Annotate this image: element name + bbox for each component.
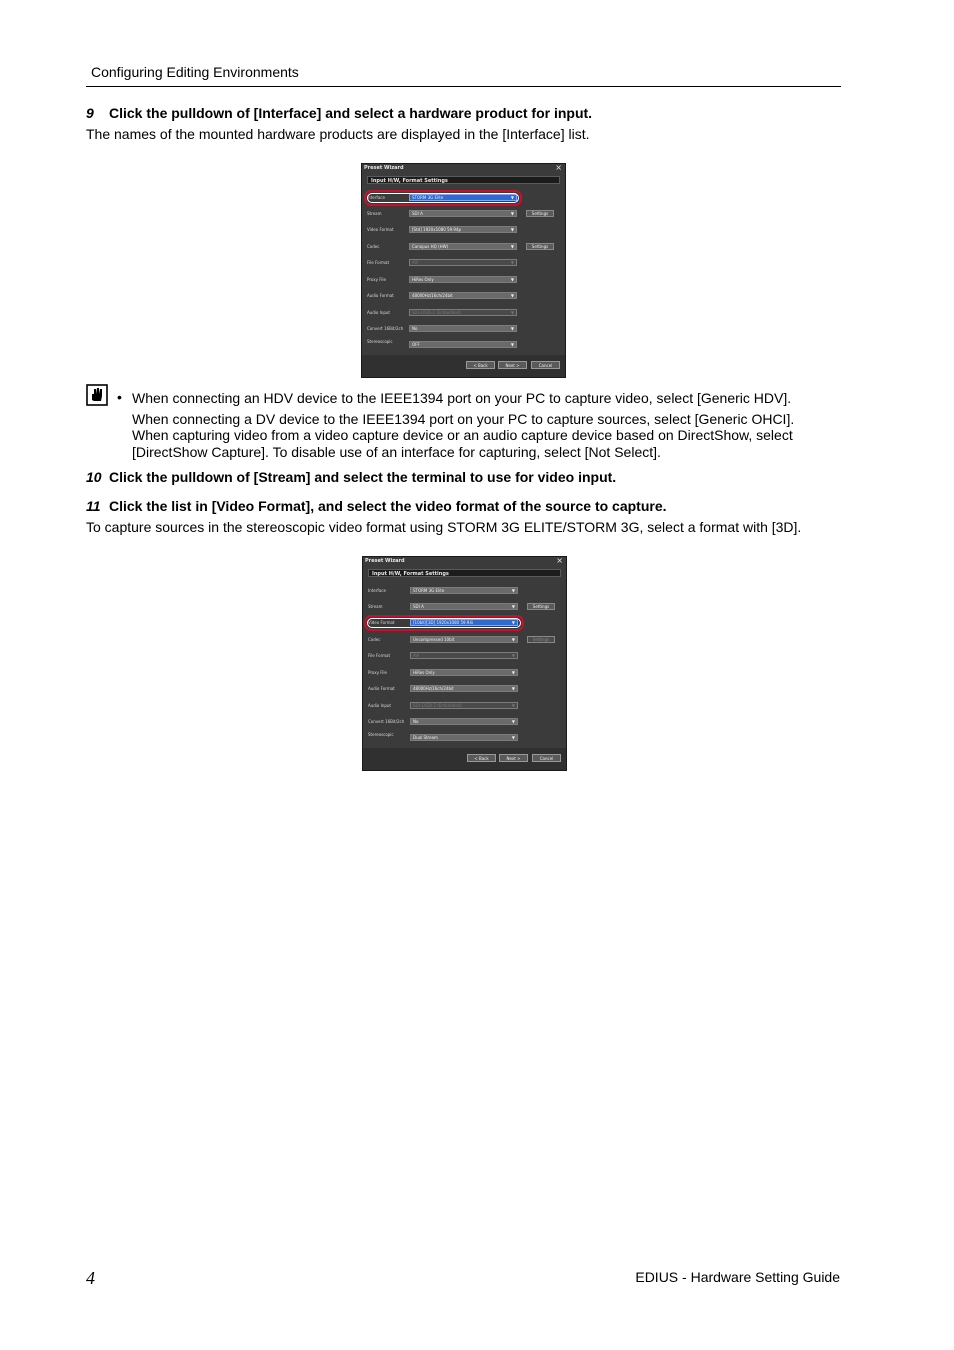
note-text: When connecting an HDV device to the IEEE1394 port on your PC to capture video, select [Generic HDV]. When connecting a DV device to the IEEE1394 port on your PC to capture sources, select [Generic OHCI]. When capturing video from a video capture device or an audio capture device based on DirectShow, select [DirectShow Capture]. To disable use of an interface for capturing, select [Not Select]. [132, 390, 795, 460]
step-number: 9 [86, 105, 94, 121]
step-number: 10 [86, 469, 102, 485]
stereoscopic-select[interactable]: OFF ▼ [409, 341, 517, 348]
note-bullet: • [117, 389, 122, 405]
row-audio-format: Audio Format 48000Hz/16ch/24bit ▼ [367, 292, 562, 300]
row-convert: Convert 16Bit/2ch No ▼ [368, 718, 563, 726]
next-button[interactable]: Next > [498, 361, 527, 369]
row-file-format: File Format AVI ▼ [368, 652, 563, 660]
chevron-down-icon: ▼ [511, 686, 515, 691]
header-divider [86, 86, 841, 87]
codec-select[interactable]: Uncompressed 10bit ▼ [410, 636, 518, 643]
back-button[interactable]: < Back [467, 754, 496, 762]
row-codec: Codec Canopus HQ (HW) ▼ Settings [367, 243, 562, 251]
chevron-down-icon: ▼ [511, 604, 515, 609]
cancel-button[interactable]: Cancel [531, 361, 560, 369]
row-stream: Stream SDI A ▼ Settings [367, 210, 562, 218]
close-icon[interactable]: × [556, 556, 563, 565]
row-video-format: Video Format [Std] 1920x1080 59.94p ▼ [367, 226, 562, 234]
row-audio-format: Audio Format 48000Hz/16ch/24bit ▼ [368, 685, 563, 693]
preset-wizard-screenshot-1 [361, 163, 566, 378]
next-button[interactable]: Next > [499, 754, 528, 762]
note-hand-icon [86, 384, 108, 406]
section-header: Input H/W, Format Settings [368, 569, 561, 577]
highlight-video-format [364, 615, 524, 631]
convert-select[interactable]: No ▼ [410, 718, 518, 725]
back-button[interactable]: < Back [466, 361, 495, 369]
chevron-down-icon: ▼ [510, 195, 514, 200]
preset-wizard-screenshot-2 [362, 556, 567, 771]
codec-settings-button[interactable]: Settings [527, 636, 555, 643]
section-header: Input H/W, Format Settings [367, 176, 560, 184]
file-format-select[interactable]: AVI ▼ [409, 259, 517, 266]
row-interface: Interface STORM 3G Elite ▼ [368, 587, 563, 595]
chevron-down-icon: ▼ [510, 227, 514, 232]
chevron-down-icon: ▼ [511, 637, 515, 642]
convert-select[interactable]: No ▼ [409, 325, 517, 332]
step-number: 11 [86, 498, 101, 514]
chevron-down-icon: ▼ [511, 588, 515, 593]
proxy-file-select[interactable]: HiRes Only ▼ [410, 669, 518, 676]
row-stereoscopic: Stereoscopic OFF ▼ [367, 341, 562, 349]
paragraph-interface-list: The names of the mounted hardware products are displayed in the [Interface] list. [86, 126, 590, 142]
video-format-select[interactable]: [10bit][3D] 1920x1080 59.94i ▼ [410, 619, 518, 626]
chevron-down-icon: ▼ [511, 719, 515, 724]
running-header: Configuring Editing Environments [91, 64, 299, 80]
chevron-down-icon: ▼ [510, 260, 514, 265]
row-audio-input: Audio Input SDI-1/SDI-2 (Embedded) ▼ [368, 702, 563, 710]
codec-settings-button[interactable]: Settings [526, 243, 554, 250]
stream-select[interactable]: SDI A ▼ [409, 210, 517, 217]
dialog-title: Preset Wizard [365, 558, 405, 564]
footer-doc-title: EDIUS - Hardware Setting Guide [635, 1269, 840, 1285]
codec-select[interactable]: Canopus HQ (HW) ▼ [409, 243, 517, 250]
row-proxy-file: Proxy File HiRes Only ▼ [368, 669, 563, 677]
step-text: Click the pulldown of [Interface] and select a hardware product for input. [109, 105, 593, 121]
row-proxy-file: Proxy File HiRes Only ▼ [367, 276, 562, 284]
step-text: Click the pulldown of [Stream] and select the terminal to use for video input. [109, 469, 617, 485]
row-audio-input: Audio Input SDI-1/SDI-2 (Embedded) ▼ [367, 309, 562, 317]
row-stereoscopic: Stereoscopic Dual Stream ▼ [368, 734, 563, 742]
step-10 [86, 469, 616, 485]
interface-select[interactable]: STORM 3G Elite ▼ [410, 587, 518, 594]
row-convert: Convert 16Bit/2ch No ▼ [367, 325, 562, 333]
row-video-format: Video Format [10bit][3D] 1920x1080 59.94i ▼ [368, 619, 563, 627]
chevron-down-icon: ▼ [511, 620, 515, 625]
step-11 [86, 498, 667, 514]
chevron-down-icon: ▼ [511, 653, 515, 658]
video-format-select[interactable]: [Std] 1920x1080 59.94p ▼ [409, 226, 517, 233]
stream-settings-button[interactable]: Settings [527, 603, 555, 610]
dialog-title: Preset Wizard [364, 165, 404, 171]
chevron-down-icon: ▼ [510, 244, 514, 249]
cancel-button[interactable]: Cancel [532, 754, 561, 762]
chevron-down-icon: ▼ [510, 326, 514, 331]
paragraph-stereoscopic: To capture sources in the stereoscopic video format using STORM 3G ELITE/STORM 3G, select a format with [3D]. [86, 519, 802, 535]
page-number: 4 [86, 1268, 95, 1288]
row-interface: Interface STORM 3G Elite ▼ [367, 194, 562, 202]
file-format-select[interactable]: AVI ▼ [410, 652, 518, 659]
row-file-format: File Format AVI ▼ [367, 259, 562, 267]
stream-settings-button[interactable]: Settings [526, 210, 554, 217]
dialog-footer [362, 355, 565, 377]
audio-format-select[interactable]: 48000Hz/16ch/24bit ▼ [409, 292, 517, 299]
step-9 [86, 105, 592, 121]
chevron-down-icon: ▼ [510, 310, 514, 315]
chevron-down-icon: ▼ [510, 342, 514, 347]
chevron-down-icon: ▼ [510, 277, 514, 282]
interface-select[interactable]: STORM 3G Elite ▼ [409, 194, 517, 201]
stereoscopic-select[interactable]: Dual Stream ▼ [410, 734, 518, 741]
step-text: Click the list in [Video Format], and select the video format of the source to capture. [109, 498, 667, 514]
highlight-interface [364, 190, 522, 206]
row-stream: Stream SDI A ▼ Settings [368, 603, 563, 611]
chevron-down-icon: ▼ [510, 293, 514, 298]
chevron-down-icon: ▼ [510, 211, 514, 216]
close-icon[interactable]: × [555, 163, 562, 172]
audio-input-select[interactable]: SDI-1/SDI-2 (Embedded) ▼ [409, 309, 517, 316]
proxy-file-select[interactable]: HiRes Only ▼ [409, 276, 517, 283]
row-codec: Codec Uncompressed 10bit ▼ Settings [368, 636, 563, 644]
audio-input-select[interactable]: SDI-1/SDI-2 (Embedded) ▼ [410, 702, 518, 709]
audio-format-select[interactable]: 48000Hz/16ch/24bit ▼ [410, 685, 518, 692]
chevron-down-icon: ▼ [511, 735, 515, 740]
stream-select[interactable]: SDI A ▼ [410, 603, 518, 610]
dialog-footer [363, 748, 566, 770]
chevron-down-icon: ▼ [511, 703, 515, 708]
chevron-down-icon: ▼ [511, 670, 515, 675]
